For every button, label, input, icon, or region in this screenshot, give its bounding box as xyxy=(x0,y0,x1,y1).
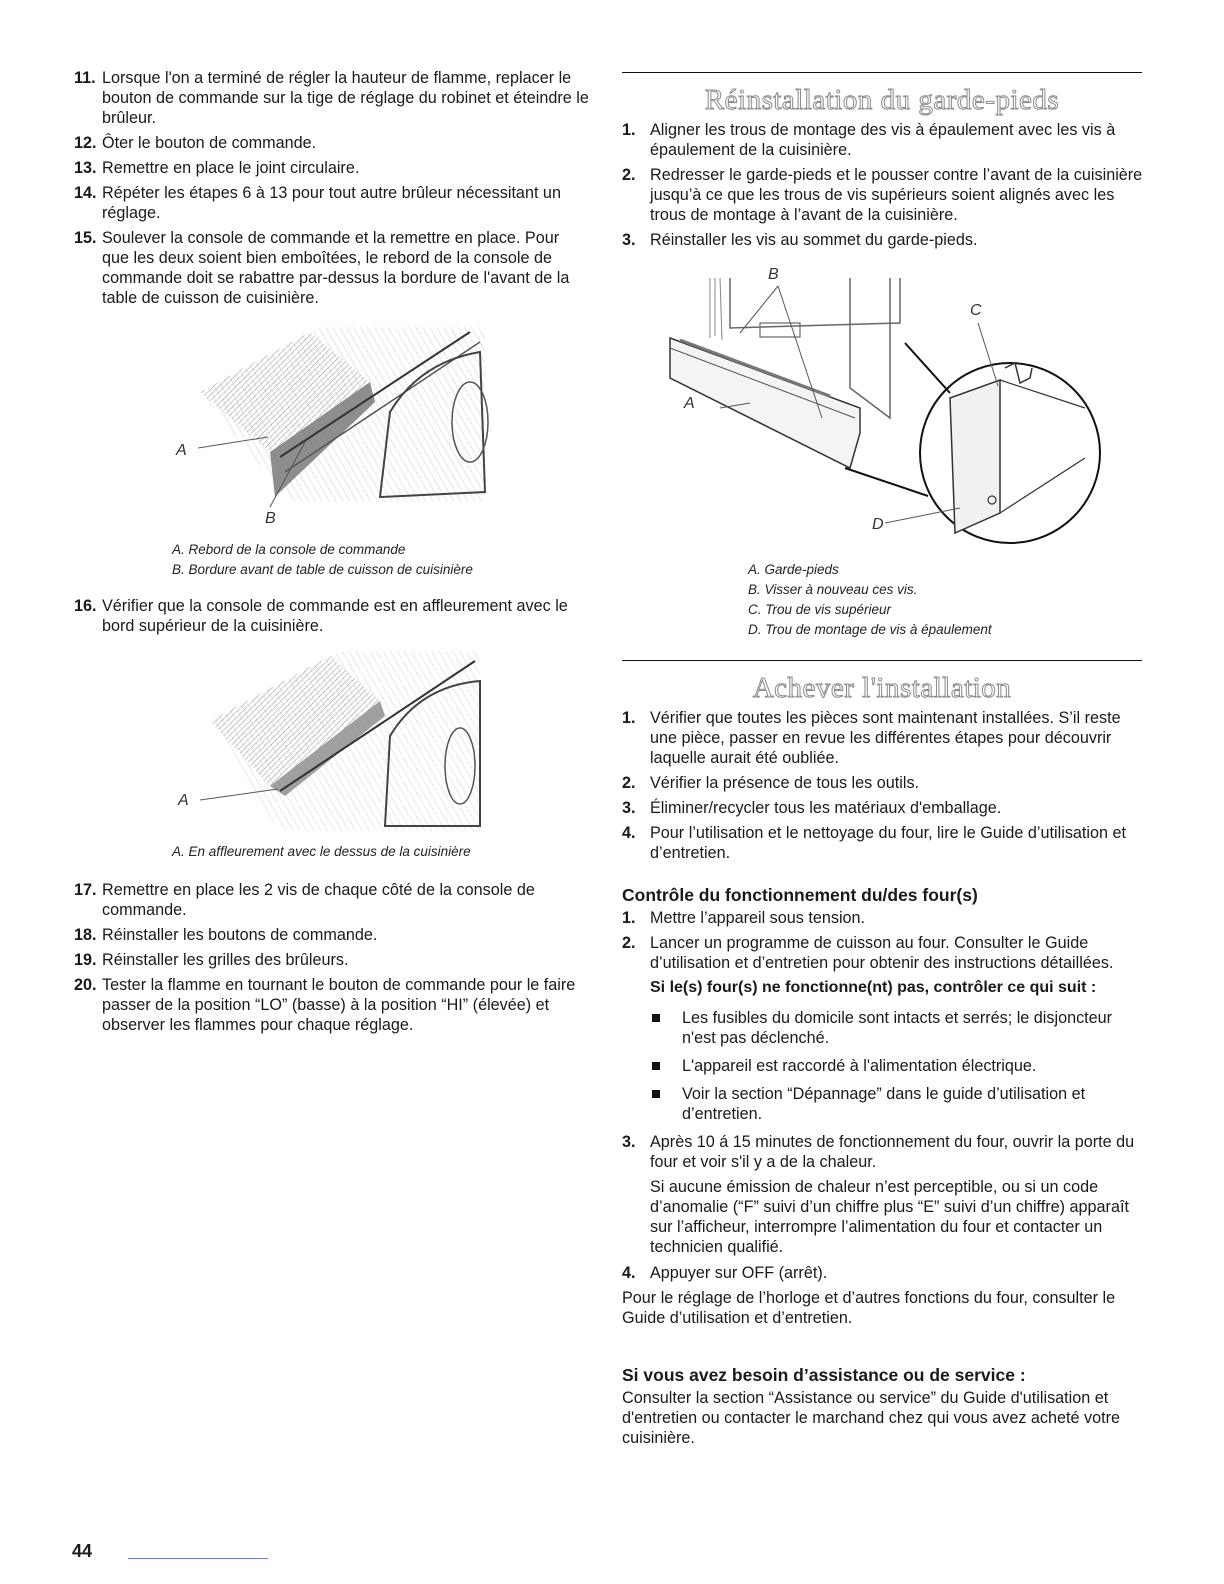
oven-check-step-3: 3. Après 10 á 15 minutes de fonctionnement du four, ouvrir la porte du four et voir s'il y a de la chaleur. xyxy=(622,1133,1135,1171)
section2-steps xyxy=(622,708,1144,868)
fig2-caption xyxy=(172,842,471,862)
finish-step-4: 4. Pour l’utilisation et le nettoyage du four, lire le Guide d’utilisation et d’entretien. xyxy=(622,824,1127,862)
section4-text: Consulter la section “Assistance ou service” du Guide d'utilisation et d'entretien ou contacter le marchand chez qui vous avez acheté votre cuisinière. xyxy=(622,1389,1121,1447)
step-11: 11. Lorsque l'on a terminé de régler la hauteur de flamme, replacer le bouton de commande sur la tige de réglage du robinet et éteindre le brûleur. xyxy=(74,69,589,127)
fig2-label-a: A xyxy=(178,792,189,809)
fig1-label-b: B xyxy=(265,510,276,527)
check-heading: Si le(s) four(s) ne fonctionne(nt) pas, contrôler ce qui suit : xyxy=(650,979,1097,996)
toe-caption-a: A. Garde-pieds xyxy=(748,562,839,577)
steps-17-20 xyxy=(74,880,590,1040)
oven-check-step-4: 4. Appuyer sur OFF (arrêt). xyxy=(622,1264,828,1282)
step-20: 20. Tester la flamme en tournant le bouton de commande pour le faire passer de la position “LO” (basse) à la position “HI” (élevée) et observer les flammes pour chaque réglage. xyxy=(74,976,576,1034)
check-bullet-2: L'appareil est raccordé à l'alimentation électrique. xyxy=(622,1056,1144,1076)
check-bullet-3: Voir la section “Dépannage” dans le guide d’utilisation et d’entretien. xyxy=(622,1084,1144,1124)
step-12: 12. Ôter le bouton de commande. xyxy=(74,134,317,152)
figure-toe-kick xyxy=(660,268,1110,548)
toe-caption-d: D. Trou de montage de vis à épaulement xyxy=(748,622,992,637)
step-18: 18. Réinstaller les boutons de commande. xyxy=(74,926,378,944)
step-15: 15. Soulever la console de commande et la remettre en place. Pour que les deux soient bien emboîtées, le rebord de la console de commande doit se rabattre par-dessus la bordure de l'avant de la table de cuisson de cuisinière. xyxy=(74,229,570,307)
section1-title: Réinstallation du garde-pieds xyxy=(704,84,1060,116)
figure-console-edge xyxy=(170,322,490,532)
section1-steps xyxy=(622,120,1144,255)
oven-check-step-2: 2. Lancer un programme de cuisson au four. Consulter le Guide d’utilisation et d’entretien pour obtenir des instructions détaillées. xyxy=(622,934,1114,972)
section3-title: Contrôle du fonctionnement du/des four(s) xyxy=(622,885,978,905)
fig1-caption xyxy=(172,540,473,580)
bullet-square-icon xyxy=(652,1014,660,1022)
fig2-caption-a: A. En affleurement avec le dessus de la cuisinière xyxy=(172,844,471,859)
reinstall-step-3: 3. Réinstaller les vis au sommet du garde-pieds. xyxy=(622,231,978,249)
step-17: 17. Remettre en place les 2 vis de chaque côté de la console de commande. xyxy=(74,881,535,919)
toe-fig-label-a: A xyxy=(684,395,695,412)
finish-step-3: 3. Éliminer/recycler tous les matériaux d'emballage. xyxy=(622,799,1002,817)
toe-fig-label-d: D xyxy=(872,516,884,533)
fig1-caption-b: B. Bordure avant de table de cuisson de cuisinière xyxy=(172,562,473,577)
step-14: 14. Répéter les étapes 6 à 13 pour tout autre brûleur nécessitant un réglage. xyxy=(74,184,561,222)
section4-title: Si vous avez besoin d’assistance ou de service : xyxy=(622,1365,1026,1385)
toe-fig-label-c: C xyxy=(970,302,982,319)
finish-step-1: 1. Vérifier que toutes les pièces sont maintenant installées. S’il reste une pièce, passer en revue les différentes étapes pour découvrir laquelle aurait été oubliée. xyxy=(622,709,1121,767)
closing-text: Pour le réglage de l’horloge et d’autres fonctions du four, consulter le Guide d’utilisation et d’entretien. xyxy=(622,1289,1116,1327)
section2-title: Achever l'installation xyxy=(752,672,1012,704)
step-3-note: Si aucune émission de chaleur n’est perceptible, ou si un code d’anomalie (“F” suivi d’un chiffre plus “E” suivi d’un chiffre) apparaît sur l’afficheur, interrompre l’alimentation du four et contacter un technicien qualifié. xyxy=(650,1178,1129,1256)
section1-rule xyxy=(622,72,1142,73)
toe-fig-label-b: B xyxy=(768,266,779,283)
finish-step-2: 2. Vérifier la présence de tous les outils. xyxy=(622,774,920,792)
check-bullet-1: Les fusibles du domicile sont intacts et serrés; le disjoncteur n'est pas déclenché. xyxy=(622,1008,1144,1048)
step-13: 13. Remettre en place le joint circulaire. xyxy=(74,159,360,177)
toe-caption-c: C. Trou de vis supérieur xyxy=(748,602,892,617)
oven-check-step-1: 1. Mettre l’appareil sous tension. xyxy=(622,909,866,927)
reinstall-step-1: 1. Aligner les trous de montage des vis à épaulement avec les vis à épaulement de la cuisinière. xyxy=(622,121,1116,159)
left-column xyxy=(74,68,590,313)
fig1-caption-a: A. Rebord de la console de commande xyxy=(172,542,406,557)
step-16-block xyxy=(74,596,590,641)
figure-console-flush xyxy=(200,646,485,836)
toe-fig-caption xyxy=(748,560,992,640)
reinstall-step-2: 2. Redresser le garde-pieds et le pousser contre l’avant de la cuisinière jusqu’à ce que les trous de vis supérieurs soient alignés avec les trous de montage à l’avant de la cuisinière. xyxy=(622,166,1143,224)
step-19: 19. Réinstaller les grilles des brûleurs. xyxy=(74,951,349,969)
bullet-square-icon xyxy=(652,1062,660,1070)
step-16: 16. Vérifier que la console de commande est en affleurement avec le bord supérieur de la cuisinière. xyxy=(74,597,568,635)
section2-rule xyxy=(622,660,1142,661)
footer-rule xyxy=(128,1558,268,1559)
page-number: 44 xyxy=(72,1541,93,1561)
section3-body xyxy=(622,908,1144,1328)
fig1-label-a: A xyxy=(176,442,187,459)
bullet-square-icon xyxy=(652,1090,660,1098)
toe-caption-b: B. Visser à nouveau ces vis. xyxy=(748,582,918,597)
